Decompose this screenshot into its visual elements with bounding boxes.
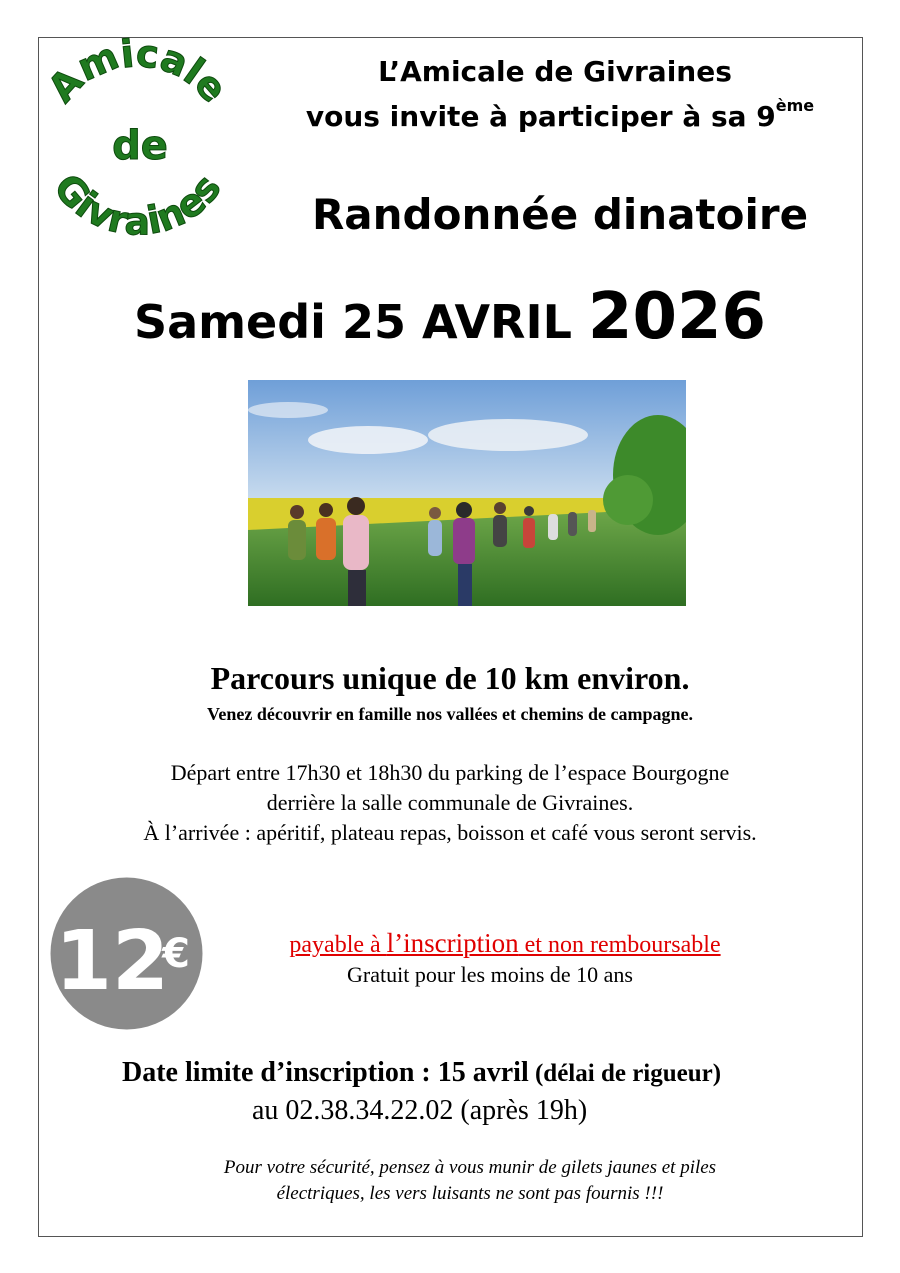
event-title: Randonnée dinatoire	[311, 190, 809, 239]
event-date	[100, 280, 800, 354]
location-line: derrière la salle communale de Givraines.	[266, 790, 634, 815]
safety-note-line-2: électriques, les vers luisants ne sont pas fournis !!!	[276, 1183, 664, 1204]
ordinal-suffix: ème	[775, 96, 815, 115]
invite-line-2	[270, 96, 850, 133]
deadline-strict-note: (délai de rigueur)	[528, 1060, 722, 1087]
logo-word-de: de	[112, 123, 168, 169]
registration-phone: au 02.38.34.22.02 (après 19h)	[252, 1095, 588, 1126]
price-amount: 12	[54, 914, 170, 1009]
departure-line: Départ entre 17h30 et 18h30 du parking de l’espace Bourgogne	[170, 760, 730, 785]
arrival-line: À l’arrivée : apéritif, plateau repas, boisson et café vous seront servis.	[143, 820, 757, 845]
hikers-in-field-photo	[248, 380, 686, 606]
route-subheading: Venez découvrir en famille nos vallées et chemins de campagne.	[207, 704, 693, 724]
safety-note	[130, 1155, 810, 1207]
invite-line-2-text: vous invite à participer à sa 9	[305, 100, 776, 133]
payment-note	[225, 928, 785, 959]
amicale-logo	[30, 35, 245, 245]
euro-icon: €	[162, 931, 190, 977]
invite-line-1: L’Amicale de Givraines	[378, 55, 732, 88]
registration-deadline	[122, 1057, 862, 1089]
payment-note-part2: l’inscription	[386, 928, 519, 958]
free-under-10-note: Gratuit pour les moins de 10 ans	[347, 962, 633, 987]
safety-note-line-1: Pour votre sécurité, pensez à vous munir de gilets jaunes et piles	[223, 1157, 717, 1178]
payment-note-part1: payable à	[289, 932, 387, 958]
route-heading: Parcours unique de 10 km environ.	[210, 660, 690, 696]
logo-word-givraines: Givraines	[45, 165, 230, 244]
payment-note-part3: et non remboursable	[518, 932, 721, 958]
price-badge	[50, 877, 203, 1030]
event-date-year: 2026	[587, 280, 767, 354]
event-date-day: Samedi 25 AVRIL	[133, 295, 572, 349]
registration-deadline-text: Date limite d’inscription : 15 avril	[122, 1057, 529, 1088]
logo-word-amicale: Amicale	[39, 35, 236, 111]
